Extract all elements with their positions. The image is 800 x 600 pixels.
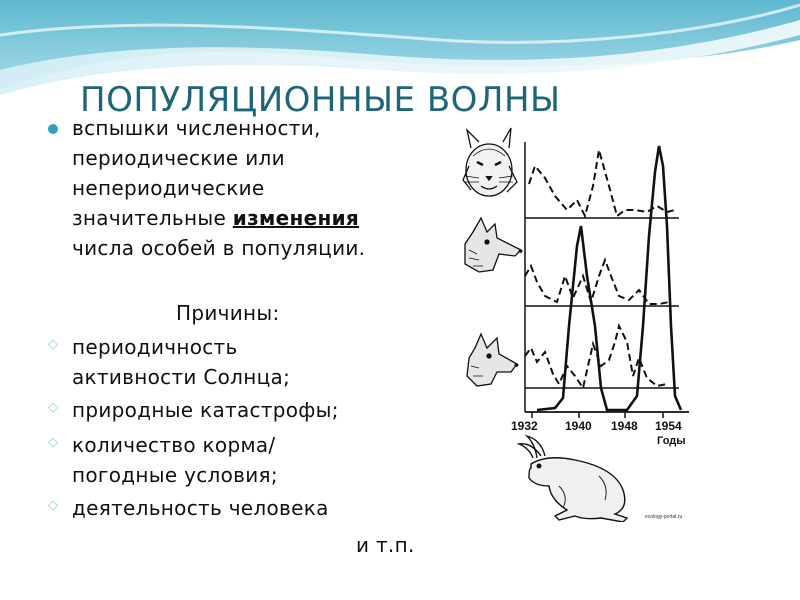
x-tick-label: 1932 bbox=[511, 419, 538, 433]
x-axis-unit-label: Годы bbox=[657, 435, 686, 447]
intro-line-5: числа особей в популяции. bbox=[72, 236, 366, 260]
x-tick-label: 1954 bbox=[655, 419, 682, 433]
intro-bold-word: изменения bbox=[232, 206, 360, 230]
bullet-dot-icon bbox=[48, 124, 58, 134]
cause-1-line-2: активности Солнца; bbox=[72, 365, 291, 389]
watermark: ecology-portal.ru bbox=[645, 514, 683, 520]
intro-line-3: непериодические bbox=[72, 176, 265, 200]
population-waves-figure bbox=[459, 126, 697, 522]
x-tick-label: 1948 bbox=[611, 419, 638, 433]
intro-line-2: периодические или bbox=[72, 146, 285, 170]
intro-line-4-prefix: значительные bbox=[72, 206, 233, 230]
cause-1-line-1: периодичность bbox=[72, 335, 238, 359]
bullet-diamond-icon: ◇ bbox=[48, 400, 58, 415]
cause-3-line-2: погодные условия; bbox=[72, 463, 278, 487]
etc-text: и т.п. bbox=[356, 533, 415, 557]
bullet-diamond-icon: ◇ bbox=[48, 498, 58, 513]
bullet-diamond-icon: ◇ bbox=[48, 337, 58, 352]
slide-title: ПОПУЛЯЦИОННЫЕ ВОЛНЫ bbox=[80, 80, 561, 120]
intro-line-1: вспышки численности, bbox=[72, 116, 321, 140]
intro-line-4 bbox=[72, 203, 359, 233]
cause-4-line-1: деятельность человека bbox=[72, 496, 329, 520]
bullet-diamond-icon: ◇ bbox=[48, 435, 58, 450]
causes-heading: Причины: bbox=[176, 301, 280, 325]
cause-2-line-1: природные катастрофы; bbox=[72, 398, 339, 422]
x-tick-label: 1940 bbox=[565, 419, 592, 433]
cause-3-line-1: количество корма/ bbox=[72, 433, 276, 457]
